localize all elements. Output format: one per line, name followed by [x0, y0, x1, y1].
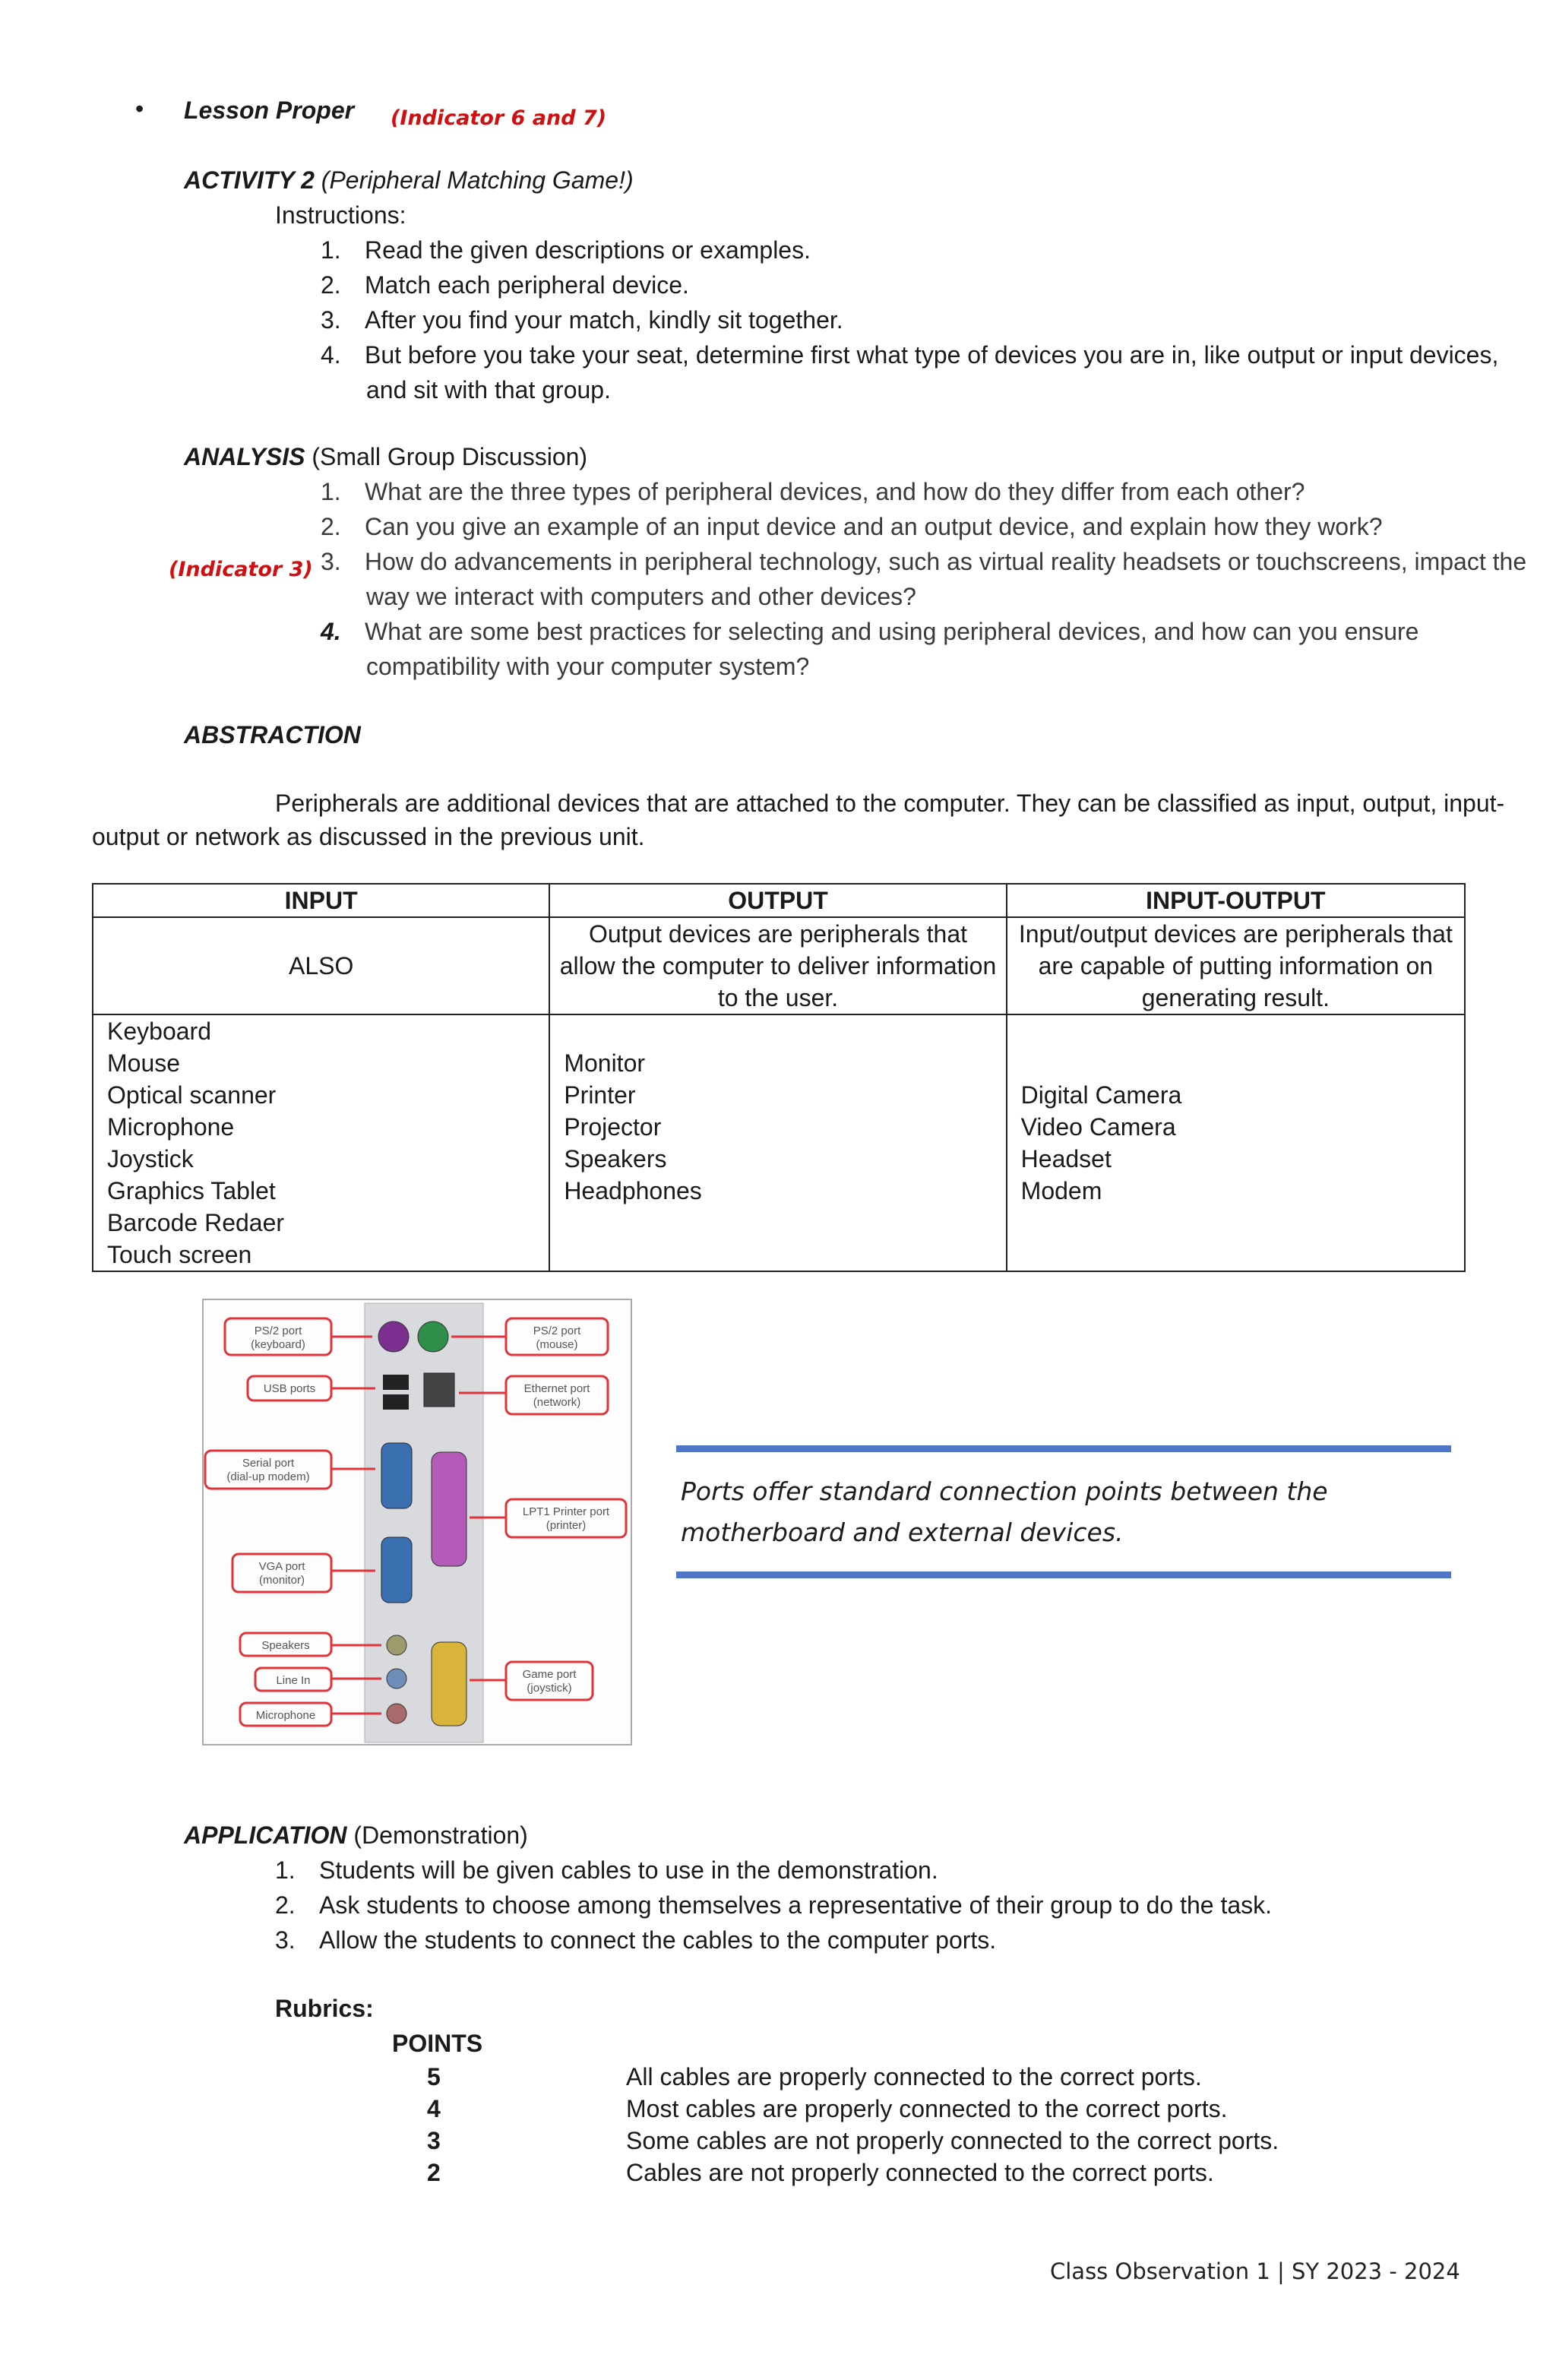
points-header: POINTS — [392, 2030, 483, 2057]
rubric-points: 2 — [427, 2159, 441, 2186]
item-text: Match each peripheral device. — [365, 271, 689, 299]
callout-top-rule — [676, 1445, 1451, 1452]
rubric-desc: All cables are properly connected to the correct ports. — [626, 2063, 1202, 2090]
ps2-keyboard-port — [378, 1321, 409, 1352]
analysis-item — [321, 544, 1526, 579]
instruction-item — [321, 302, 843, 337]
left-label: VGA port — [258, 1560, 305, 1573]
io-items-cell — [1007, 1014, 1465, 1271]
item-number: 2. — [321, 271, 341, 299]
table-items-row — [93, 1014, 1465, 1271]
game-port — [432, 1642, 466, 1726]
item-number: 3. — [321, 306, 341, 334]
analysis-item-cont: compatibility with your computer system? — [366, 653, 810, 680]
right-label: LPT1 Printer port — [522, 1505, 610, 1518]
item-text: After you find your match, kindly sit together. — [365, 306, 843, 334]
application-item — [275, 1923, 996, 1957]
rubric-points: 3 — [427, 2127, 441, 2154]
analysis-subtitle: (Small Group Discussion) — [312, 443, 588, 470]
rubric-desc: Most cables are properly connected to the correct ports. — [626, 2095, 1228, 2122]
analysis-item — [321, 614, 1418, 649]
list-item: Projector — [564, 1113, 662, 1141]
activity-label: ACTIVITY 2 — [184, 166, 315, 194]
left-label: PS/2 port — [254, 1325, 302, 1337]
abstraction-label: ABSTRACTION — [184, 721, 361, 748]
right-label: (printer) — [546, 1519, 587, 1532]
item-text: Students will be given cables to use in the demonstration. — [319, 1856, 938, 1884]
ethernet-port — [424, 1373, 454, 1407]
instructions-label: Instructions: — [275, 201, 406, 229]
left-label: Line In — [276, 1674, 311, 1687]
application-heading — [184, 1818, 528, 1853]
item-number: 4. — [321, 618, 341, 645]
desc-input: ALSO — [93, 917, 549, 1014]
left-label: Microphone — [255, 1709, 316, 1722]
list-item: Headphones — [564, 1177, 702, 1204]
list-item: Headset — [1020, 1145, 1112, 1173]
right-label: Ethernet port — [523, 1382, 590, 1395]
header-input-output: INPUT-OUTPUT — [1007, 884, 1465, 917]
analysis-item — [321, 509, 1383, 544]
lesson-title: Lesson Proper — [184, 97, 355, 124]
ps2-mouse-port — [418, 1321, 448, 1352]
analysis-heading — [184, 439, 587, 474]
desc-output: Output devices are peripherals that allow the computer to deliver information to the user. — [549, 917, 1006, 1014]
item-text: How do advancements in peripheral technology, such as virtual reality headsets or touchscreens, impact the — [365, 548, 1527, 575]
right-label: (joystick) — [527, 1682, 572, 1695]
item-text: Read the given descriptions or examples. — [365, 236, 811, 264]
instruction-item-cont: and sit with that group. — [366, 376, 611, 404]
list-item: Keyboard — [107, 1018, 211, 1045]
item-number: 1. — [321, 236, 341, 264]
right-label: Game port — [522, 1668, 577, 1681]
application-item — [275, 1888, 1272, 1923]
instruction-item — [321, 233, 811, 267]
ports-figure — [202, 1299, 632, 1745]
rubric-points: 5 — [427, 2063, 441, 2090]
list-item: Microphone — [107, 1113, 235, 1141]
input-items-cell — [93, 1014, 549, 1271]
table-header-row — [93, 884, 1465, 917]
callout-line2: motherboard and external devices. — [681, 1518, 1124, 1547]
rubric-points: 4 — [427, 2095, 441, 2122]
left-label: Speakers — [261, 1639, 310, 1652]
analysis-item — [321, 474, 1305, 509]
rubrics-label: Rubrics: — [275, 1995, 374, 2022]
indicator-3: (Indicator 3) — [169, 558, 313, 581]
left-label: Serial port — [242, 1457, 295, 1470]
list-item: Mouse — [107, 1049, 181, 1077]
analysis-label: ANALYSIS — [184, 443, 305, 470]
list-item: Video Camera — [1020, 1113, 1176, 1141]
speakers-jack — [387, 1635, 406, 1655]
abstraction-para-line1: Peripherals are additional devices that are attached to the computer. They can be classified as input, output, input- — [275, 790, 1505, 817]
line-in-jack — [387, 1669, 406, 1688]
list-item: Monitor — [564, 1049, 646, 1077]
left-label: (keyboard) — [251, 1338, 305, 1351]
rubric-desc: Cables are not properly connected to the correct ports. — [626, 2159, 1214, 2186]
item-number: 1. — [275, 1856, 296, 1884]
instruction-item — [321, 337, 1498, 372]
list-item: Optical scanner — [107, 1081, 277, 1109]
left-label: (dial-up modem) — [226, 1470, 310, 1483]
list-item: Modem — [1020, 1177, 1102, 1204]
item-number: 4. — [321, 341, 341, 369]
item-number: 2. — [321, 513, 341, 540]
header-input: INPUT — [93, 884, 549, 917]
left-label: (monitor) — [258, 1574, 305, 1587]
item-number: 2. — [275, 1891, 296, 1919]
serial-port — [381, 1443, 412, 1508]
item-number: 3. — [275, 1926, 296, 1954]
activity-subtitle: (Peripheral Matching Game!) — [321, 166, 634, 194]
item-text: Allow the students to connect the cables to the computer ports. — [319, 1926, 997, 1954]
list-item: Graphics Tablet — [107, 1177, 276, 1204]
application-label: APPLICATION — [184, 1821, 347, 1849]
ports-diagram — [204, 1300, 631, 1744]
application-subtitle: (Demonstration) — [353, 1821, 528, 1849]
list-item: Digital Camera — [1020, 1081, 1182, 1109]
item-text: Can you give an example of an input device and an output device, and explain how they work? — [365, 513, 1383, 540]
indicator-6-7: (Indicator 6 and 7) — [391, 106, 607, 130]
item-text: What are some best practices for selecting and using peripheral devices, and how can you ensure — [365, 618, 1419, 645]
right-label: (mouse) — [536, 1338, 578, 1351]
instruction-item — [321, 267, 689, 302]
item-number: 3. — [321, 548, 341, 575]
vga-port — [381, 1537, 412, 1603]
item-text: But before you take your seat, determine first what type of devices you are in, like output or input devices, — [365, 341, 1499, 369]
list-item: Printer — [564, 1081, 636, 1109]
right-label: (network) — [533, 1396, 581, 1409]
list-item: Speakers — [564, 1145, 667, 1173]
analysis-item-cont: way we interact with computers and other devices? — [366, 583, 916, 610]
header-output: OUTPUT — [549, 884, 1006, 917]
lpt-port — [432, 1452, 466, 1566]
right-label: PS/2 port — [533, 1325, 581, 1337]
item-text: Ask students to choose among themselves a representative of their group to do the task. — [319, 1891, 1273, 1919]
activity-heading — [184, 163, 634, 198]
bullet: • — [135, 95, 144, 122]
rubric-desc: Some cables are not properly connected to the correct ports. — [626, 2127, 1279, 2154]
usb-port — [383, 1375, 409, 1390]
table-desc-row — [93, 917, 1465, 1014]
abstraction-para-line2: output or network as discussed in the previous unit. — [92, 823, 645, 850]
page-footer: Class Observation 1 | SY 2023 - 2024 — [1050, 2258, 1460, 2284]
list-item: Joystick — [107, 1145, 194, 1173]
application-item — [275, 1853, 938, 1888]
desc-input-output: Input/output devices are peripherals that are capable of putting information on generating result. — [1007, 917, 1465, 1014]
list-item: Touch screen — [107, 1241, 252, 1268]
microphone-jack — [387, 1704, 406, 1723]
left-label: USB ports — [263, 1382, 316, 1395]
list-item: Barcode Redaer — [107, 1209, 285, 1236]
item-text: What are the three types of peripheral devices, and how do they differ from each other? — [365, 478, 1305, 505]
usb-port — [383, 1394, 409, 1410]
peripherals-table — [92, 883, 1466, 1272]
item-number: 1. — [321, 478, 341, 505]
callout-bottom-rule — [676, 1571, 1451, 1578]
output-items-cell — [549, 1014, 1006, 1271]
callout-line1: Ports offer standard connection points between the — [681, 1476, 1328, 1506]
